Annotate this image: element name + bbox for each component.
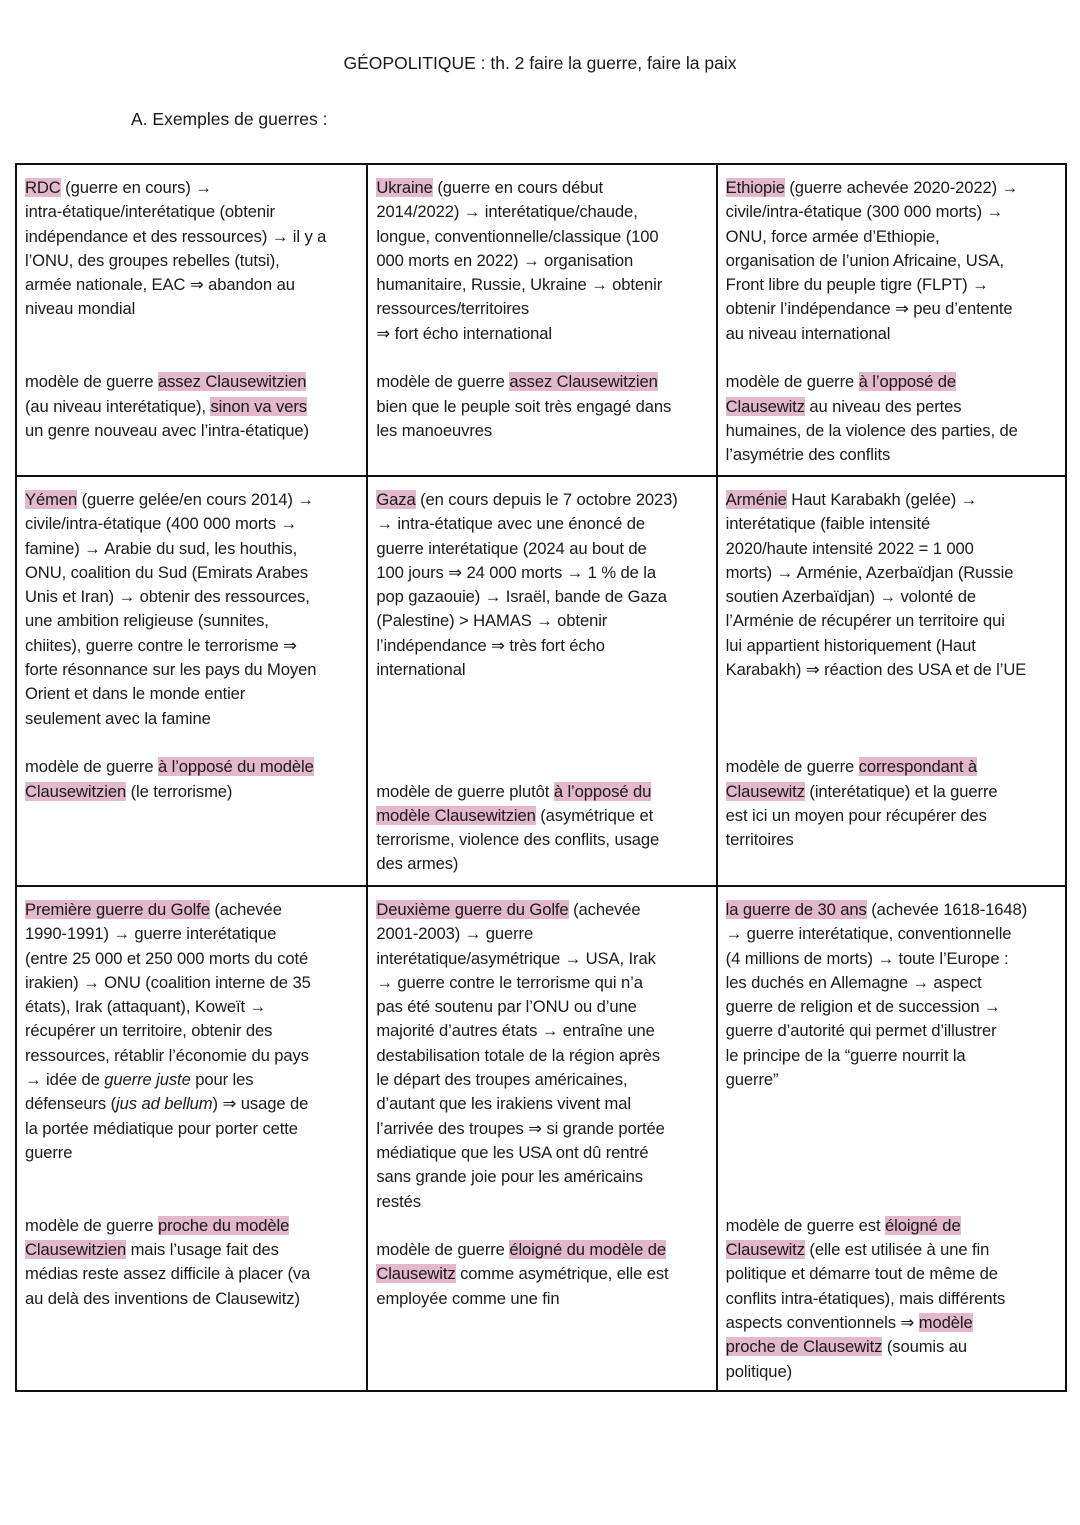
highlighted-text: assez Clausewitzien	[157, 372, 307, 392]
text-line	[376, 176, 715, 200]
text-line	[726, 1287, 1065, 1311]
text-line	[376, 609, 715, 633]
text-line	[376, 1190, 715, 1214]
text-segment: niveau mondial	[25, 299, 136, 319]
text-line	[726, 585, 1065, 609]
text-line	[726, 488, 1065, 512]
text-line	[376, 658, 715, 682]
text-line	[376, 297, 715, 321]
text-line	[25, 273, 366, 297]
text-line	[726, 922, 1065, 946]
text-segment: est ici un moyen pour récupérer des	[725, 805, 987, 825]
wars-table	[15, 163, 1067, 1392]
highlighted-text: correspondant à	[858, 757, 978, 777]
text-segment: pop gazaouie) → Israël, bande de Gaza	[376, 587, 667, 607]
text-segment: ONU, force armée d’Ethiopie,	[725, 226, 940, 246]
text-segment: Unis et Iran) → obtenir des ressources,	[25, 587, 310, 607]
text-segment: modèle de guerre	[376, 1240, 510, 1260]
highlighted-text: Clausewitz	[376, 1264, 456, 1284]
text-segment: destabilisation totale de la région après	[376, 1045, 661, 1065]
text-line	[376, 419, 715, 443]
text-segment: modèle de guerre	[376, 372, 510, 392]
cell-armenie	[716, 477, 1065, 885]
text-segment: modèle de guerre	[725, 757, 859, 777]
cell-gaza	[366, 477, 715, 885]
text-segment: longue, conventionnelle/classique (100	[376, 226, 659, 246]
text-line	[376, 634, 715, 658]
text-segment: récupérer un territoire, obtenir des	[25, 1021, 273, 1041]
war-model-analysis	[376, 1238, 715, 1311]
text-line	[726, 537, 1065, 561]
text-segment: seulement avec la famine	[25, 708, 211, 728]
text-segment: ) ⇒ usage de	[212, 1094, 309, 1114]
text-segment: bien que le peuple soit très engagé dans	[376, 396, 672, 416]
text-line	[25, 947, 366, 971]
cell-ethiopie	[716, 165, 1065, 475]
text-segment: modèle de guerre	[25, 1215, 158, 1235]
highlighted-text: sinon va vers	[210, 396, 307, 416]
war-model-analysis	[25, 370, 366, 443]
section-heading: A. Exemples de guerres :	[131, 109, 328, 129]
text-segment: indépendance et des ressources) → il y a	[25, 226, 327, 246]
highlighted-text: modèle Clausewitzien	[376, 805, 536, 825]
text-segment: 000 morts en 2022) → organisation	[376, 250, 634, 270]
text-segment: états), Irak (attaquant), Koweït →	[25, 997, 267, 1017]
text-segment: pas été soutenu par l’ONU ou d’une	[376, 997, 637, 1017]
text-segment: guerre de religion et de succession →	[725, 997, 1001, 1017]
text-line	[376, 585, 715, 609]
text-segment: intra-étatique/interétatique (obtenir	[25, 202, 275, 222]
text-segment: politique et démarre tout de même de	[725, 1264, 998, 1284]
text-line	[376, 537, 715, 561]
text-line	[25, 898, 366, 922]
text-line	[376, 370, 715, 394]
text-line	[25, 1068, 366, 1092]
highlighted-text: Clausewitzien	[25, 781, 127, 801]
text-segment: humaines, de la violence des parties, de	[725, 420, 1018, 440]
text-line	[726, 1068, 1065, 1092]
text-segment: lui appartient historiquement (Haut	[725, 635, 976, 655]
highlighted-text: à l’opposé du	[553, 781, 652, 801]
text-line	[25, 225, 366, 249]
text-segment: (le terrorisme)	[126, 781, 233, 801]
cell-rdc	[17, 165, 366, 475]
text-segment: 2014/2022) → interétatique/chaude,	[376, 202, 638, 222]
text-segment: sans grande joie pour les américains	[376, 1167, 643, 1187]
text-line	[25, 1044, 366, 1068]
highlighted-text: Arménie	[725, 490, 787, 509]
text-segment: mais l’usage fait des	[126, 1240, 279, 1260]
text-line	[376, 1092, 715, 1116]
highlighted-text: la guerre de 30 ans	[725, 900, 867, 919]
text-line	[376, 561, 715, 585]
text-line	[376, 995, 715, 1019]
text-line	[376, 249, 715, 273]
text-line	[376, 947, 715, 971]
text-line	[25, 176, 366, 200]
text-line	[25, 1019, 366, 1043]
cell-guerre-30-ans	[716, 887, 1065, 1390]
text-segment: 1990-1991) → guerre interétatique	[25, 924, 277, 944]
war-description	[726, 488, 1065, 682]
text-segment: l’ONU, des groupes rebelles (tutsi),	[25, 250, 280, 270]
text-segment: irakien) → ONU (coalition interne de 35	[25, 972, 311, 992]
text-segment: le départ des troupes américaines,	[376, 1070, 628, 1090]
text-segment: civile/intra-étatique (400 000 morts →	[25, 514, 297, 534]
text-line	[376, 1262, 715, 1286]
highlighted-text: RDC	[25, 178, 61, 197]
war-model-analysis	[376, 370, 715, 443]
text-line	[376, 828, 715, 852]
highlighted-text: éloigné de	[884, 1215, 961, 1235]
highlighted-text: Gaza	[376, 490, 416, 509]
war-model-analysis	[726, 370, 1065, 467]
text-segment: modèle de guerre est	[725, 1215, 885, 1235]
text-line	[25, 971, 366, 995]
text-line	[376, 922, 715, 946]
highlighted-text: proche du modèle	[157, 1215, 290, 1235]
text-segment: (entre 25 000 et 250 000 morts du coté	[25, 948, 309, 968]
text-line	[726, 370, 1065, 394]
text-segment: d’autant que les irakiens vivent mal	[376, 1094, 631, 1114]
text-segment: (interétatique) et la guerre	[804, 781, 998, 801]
table-row	[17, 885, 1065, 1390]
page-title: GÉOPOLITIQUE : th. 2 faire la guerre, faire la paix	[343, 53, 737, 73]
text-line	[726, 297, 1065, 321]
text-segment: (Palestine) > HAMAS → obtenir	[376, 611, 608, 631]
text-line	[726, 273, 1065, 297]
text-line	[376, 322, 715, 346]
text-segment: (4 millions de morts) → toute l’Europe :	[725, 948, 1009, 968]
text-line	[726, 1262, 1065, 1286]
text-segment: comme asymétrique, elle est	[455, 1264, 669, 1284]
text-segment: modèle de guerre plutôt	[376, 781, 554, 801]
text-line	[376, 852, 715, 876]
text-segment: → guerre contre le terrorisme qui n’a	[376, 972, 643, 992]
war-model-analysis	[25, 755, 366, 804]
text-segment: politique)	[725, 1361, 792, 1381]
text-segment: morts) → Arménie, Azerbaïdjan (Russie	[725, 562, 1014, 582]
text-segment: (achevée	[209, 900, 282, 919]
text-line	[726, 658, 1065, 682]
italic-text: guerre juste	[104, 1070, 191, 1090]
text-line	[25, 395, 366, 419]
text-segment: 2001-2003) → guerre	[376, 924, 534, 944]
highlighted-text: éloigné du modèle de	[509, 1240, 666, 1260]
text-segment: guerre d’autorité qui permet d’illustrer	[725, 1021, 997, 1041]
text-line	[726, 947, 1065, 971]
text-line	[25, 1092, 366, 1116]
text-line	[726, 1311, 1065, 1335]
text-line	[726, 995, 1065, 1019]
text-line	[25, 922, 366, 946]
text-segment: ONU, coalition du Sud (Emirats Arabes	[25, 562, 309, 582]
text-segment: → intra-étatique avec une énoncé de	[376, 514, 645, 534]
highlighted-text: à l’opposé du modèle	[157, 757, 314, 777]
text-segment: (soumis au	[882, 1337, 967, 1357]
highlighted-text: Première guerre du Golfe	[25, 900, 210, 919]
text-segment: au delà des inventions de Clausewitz)	[25, 1288, 300, 1308]
italic-text: jus ad bellum	[116, 1094, 213, 1114]
highlighted-text: Deuxième guerre du Golfe	[376, 900, 569, 919]
text-line	[726, 780, 1065, 804]
text-segment: au niveau des pertes	[804, 396, 962, 416]
text-segment: 100 jours ⇒ 24 000 morts → 1 % de la	[376, 562, 656, 582]
text-line	[376, 512, 715, 536]
text-line	[726, 804, 1065, 828]
text-line	[25, 512, 366, 536]
text-segment: modèle de guerre	[25, 757, 158, 777]
text-segment: des armes)	[376, 854, 459, 874]
text-segment: humanitaire, Russie, Ukraine → obtenir	[376, 275, 663, 295]
text-line	[726, 828, 1065, 852]
text-line	[25, 419, 366, 443]
highlighted-text: modèle	[918, 1313, 973, 1333]
text-segment: médias reste assez difficile à placer (va	[25, 1264, 311, 1284]
text-segment: terrorisme, violence des conflits, usage	[376, 830, 660, 850]
text-line	[726, 1019, 1065, 1043]
text-line	[25, 370, 366, 394]
text-line	[25, 1238, 366, 1262]
table-row	[17, 165, 1065, 475]
text-segment: modèle de guerre	[725, 372, 859, 392]
text-segment: forte résonnance sur les pays du Moyen	[25, 660, 317, 680]
text-line	[726, 634, 1065, 658]
text-segment: majorité d’autres états → entraîne une	[376, 1021, 655, 1041]
text-line	[25, 1141, 366, 1165]
text-segment: (guerre achevée 2020-2022) →	[784, 178, 1019, 197]
highlighted-text: assez Clausewitzien	[509, 372, 658, 392]
text-segment: Front libre du peuple tigre (FLPT) →	[725, 275, 989, 295]
text-segment: → guerre interétatique, conventionnelle	[725, 924, 1012, 944]
text-segment: soutien Azerbaïdjan) → volonté de	[725, 587, 977, 607]
text-line	[25, 682, 366, 706]
cell-golfe-2	[366, 887, 715, 1390]
text-segment: médiatique que les USA ont dû rentré	[376, 1142, 649, 1162]
text-segment: la portée médiatique pour porter cette	[25, 1118, 298, 1138]
text-line	[376, 395, 715, 419]
text-segment: interétatique (faible intensité	[725, 514, 931, 534]
text-line	[376, 200, 715, 224]
text-line	[376, 971, 715, 995]
text-segment: territoires	[725, 830, 794, 850]
text-line	[376, 488, 715, 512]
text-line	[726, 1214, 1065, 1238]
text-line	[726, 1238, 1065, 1262]
text-line	[25, 780, 366, 804]
text-line	[25, 1214, 366, 1238]
text-segment: armée nationale, EAC ⇒ abandon au	[25, 275, 295, 295]
cell-yemen	[17, 477, 366, 885]
text-segment: (guerre en cours) →	[60, 178, 212, 197]
text-segment: guerre interétatique (2024 au bout de	[376, 538, 647, 558]
war-description	[376, 488, 715, 682]
text-segment: aspects conventionnels ⇒	[725, 1313, 919, 1333]
text-line	[726, 1044, 1065, 1068]
text-line	[376, 780, 715, 804]
text-line	[25, 755, 366, 779]
highlighted-text: Yémen	[25, 490, 78, 509]
text-line	[25, 1117, 366, 1141]
cell-ukraine	[366, 165, 715, 475]
text-segment: l’indépendance ⇒ très fort écho	[376, 635, 605, 655]
text-segment: au niveau international	[725, 323, 891, 343]
text-segment: les duchés en Allemagne → aspect	[725, 972, 982, 992]
war-description	[25, 488, 366, 731]
text-segment: international	[376, 660, 466, 680]
text-segment: ressources/territoires	[376, 299, 530, 319]
text-segment: 2020/haute intensité 2022 = 1 000	[725, 538, 974, 558]
text-segment: guerre	[25, 1142, 73, 1162]
text-line	[726, 443, 1065, 467]
highlighted-text: à l’opposé de	[858, 372, 957, 392]
text-line	[376, 1068, 715, 1092]
text-line	[726, 322, 1065, 346]
war-description	[25, 898, 366, 1165]
text-line	[726, 419, 1065, 443]
text-segment: (au niveau interétatique),	[25, 396, 211, 416]
text-line	[25, 707, 366, 731]
text-line	[726, 395, 1065, 419]
highlighted-text: Clausewitz	[725, 781, 805, 801]
highlighted-text: Ukraine	[376, 178, 433, 197]
text-segment: conflits intra-étatiques), mais différents	[725, 1288, 1006, 1308]
text-segment: Karabakh) ⇒ réaction des USA et de l’UE	[725, 660, 1027, 680]
text-segment: l’Arménie de récupérer un territoire qui	[725, 611, 1005, 631]
text-segment: restés	[376, 1191, 421, 1211]
text-segment: Haut Karabakh (gelée) →	[786, 490, 978, 509]
text-segment: une ambition religieuse (sunnites,	[25, 611, 269, 631]
war-description	[726, 898, 1065, 1092]
text-line	[376, 1165, 715, 1189]
text-line	[376, 1117, 715, 1141]
text-line	[726, 176, 1065, 200]
text-line	[25, 249, 366, 273]
text-segment: civile/intra-étatique (300 000 morts) →	[725, 202, 1004, 222]
text-line	[25, 488, 366, 512]
text-line	[376, 225, 715, 249]
text-line	[376, 898, 715, 922]
highlighted-text: Ethiopie	[725, 178, 785, 197]
war-description	[25, 176, 366, 322]
text-line	[376, 1287, 715, 1311]
war-description	[726, 176, 1065, 346]
table-row	[17, 475, 1065, 885]
text-line	[726, 512, 1065, 536]
text-segment: ⇒ fort écho international	[376, 323, 552, 343]
text-line	[376, 1238, 715, 1262]
text-line	[726, 755, 1065, 779]
text-line	[376, 1141, 715, 1165]
text-line	[25, 297, 366, 321]
text-segment: famine) → Arabie du sud, les houthis,	[25, 538, 298, 558]
war-model-analysis	[25, 1214, 366, 1311]
text-line	[726, 898, 1065, 922]
text-segment: (guerre gelée/en cours 2014) →	[77, 490, 314, 509]
text-segment: (asymétrique et	[535, 805, 654, 825]
text-segment: Orient et dans le monde entier	[25, 684, 246, 704]
text-segment: obtenir l’indépendance ⇒ peu d’entente	[725, 299, 1013, 319]
text-line	[726, 1335, 1065, 1359]
text-segment: (en cours depuis le 7 octobre 2023)	[415, 490, 678, 509]
war-description	[376, 898, 715, 1214]
text-line	[25, 658, 366, 682]
text-line	[726, 225, 1065, 249]
text-segment: modèle de guerre	[25, 372, 158, 392]
highlighted-text: Clausewitzien	[25, 1240, 127, 1260]
text-segment: ressources, rétablir l’économie du pays	[25, 1045, 309, 1065]
war-description	[376, 176, 715, 346]
text-line	[25, 1287, 366, 1311]
text-line	[376, 804, 715, 828]
war-model-analysis	[726, 1214, 1065, 1384]
text-line	[726, 200, 1065, 224]
text-line	[25, 585, 366, 609]
text-segment: défenseurs (	[25, 1094, 117, 1114]
text-segment: guerre”	[725, 1070, 779, 1090]
text-segment: employée comme une fin	[376, 1288, 560, 1308]
text-line	[25, 200, 366, 224]
text-line	[25, 537, 366, 561]
text-line	[25, 1262, 366, 1286]
text-segment: (elle est utilisée à une fin	[804, 1240, 990, 1260]
text-line	[25, 609, 366, 633]
text-segment: le principe de la “guerre nourrit la	[725, 1045, 966, 1065]
war-model-analysis	[376, 780, 715, 877]
text-line	[25, 995, 366, 1019]
text-segment: (achevée	[568, 900, 641, 919]
text-line	[25, 634, 366, 658]
cell-golfe-1	[17, 887, 366, 1390]
highlighted-text: proche de Clausewitz	[725, 1337, 883, 1357]
text-segment: → idée de	[25, 1070, 105, 1090]
text-line	[376, 1044, 715, 1068]
text-segment: l’asymétrie des conflits	[725, 445, 891, 465]
highlighted-text: Clausewitz	[725, 396, 805, 416]
text-segment: (guerre en cours début	[432, 178, 604, 197]
text-segment: interétatique/asymétrique → USA, Irak	[376, 948, 656, 968]
text-segment: les manoeuvres	[376, 420, 493, 440]
text-line	[376, 1019, 715, 1043]
text-segment: (achevée 1618-1648)	[866, 900, 1028, 919]
text-segment: chiites), guerre contre le terrorisme ⇒	[25, 635, 297, 655]
text-line	[726, 609, 1065, 633]
text-line	[726, 1360, 1065, 1384]
text-segment: l’arrivée des troupes ⇒ si grande portée	[376, 1118, 665, 1138]
war-model-analysis	[726, 755, 1065, 852]
text-segment: un genre nouveau avec l’intra-étatique)	[25, 420, 309, 440]
text-line	[376, 273, 715, 297]
text-segment: organisation de l’union Africaine, USA,	[725, 250, 1005, 270]
highlighted-text: Clausewitz	[725, 1240, 805, 1260]
text-line	[726, 971, 1065, 995]
text-line	[726, 249, 1065, 273]
text-segment: pour les	[190, 1070, 254, 1090]
text-line	[726, 561, 1065, 585]
text-line	[25, 561, 366, 585]
